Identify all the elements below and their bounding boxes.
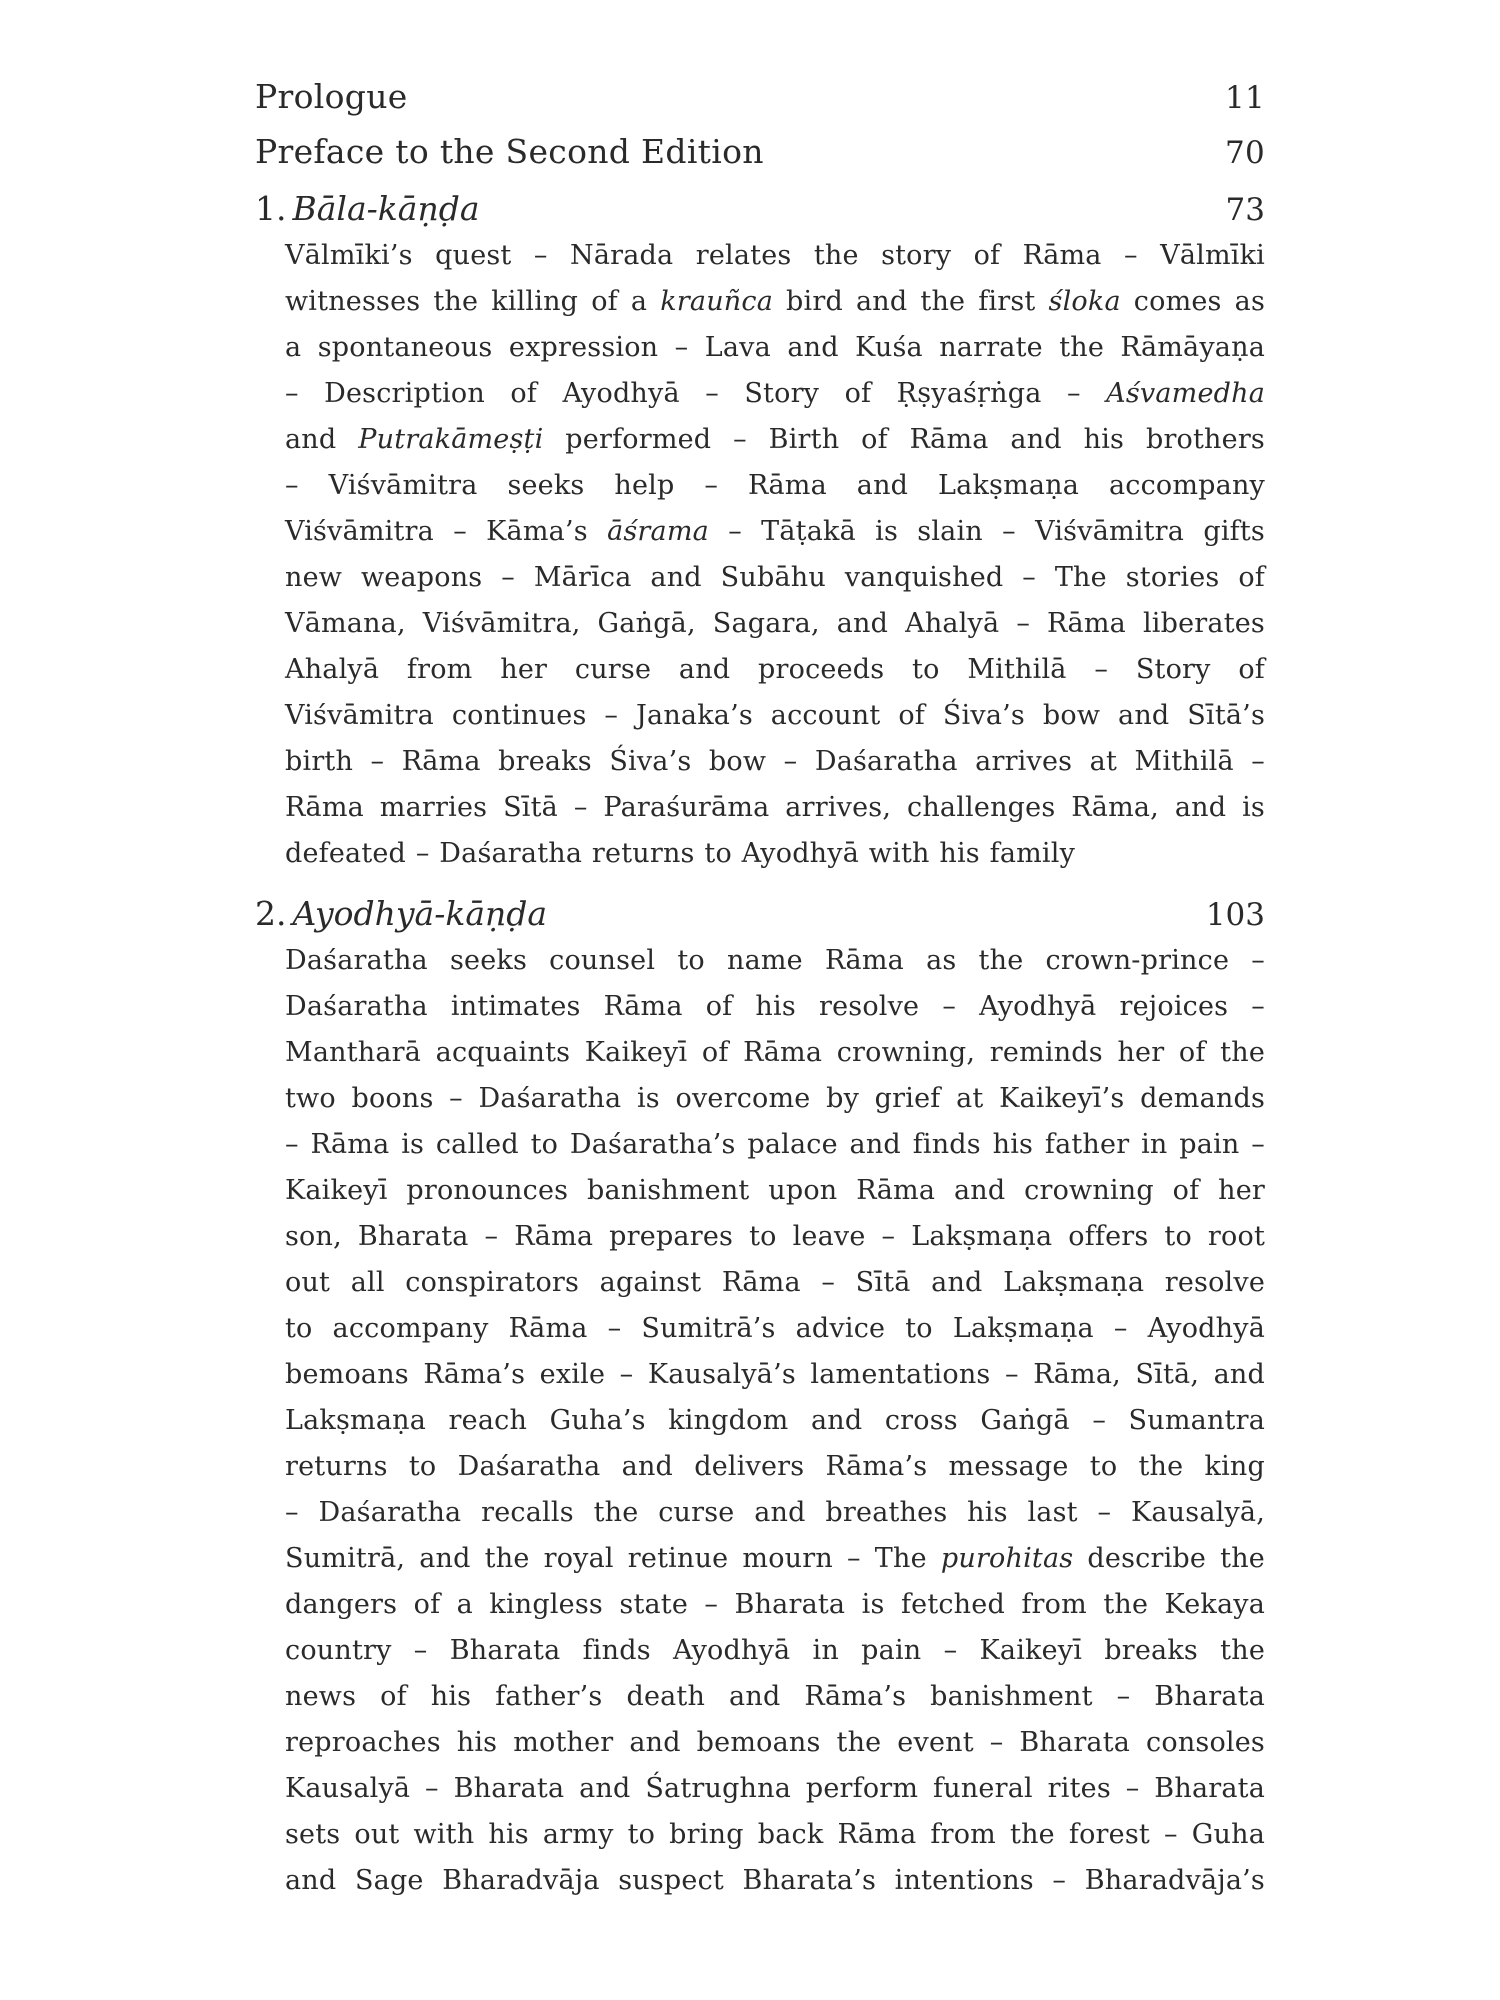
chapter-summary-bala-kanda [285,233,1265,877]
summary-line: Rāma marries Sītā – Paraśurāma arrives, challenges Rāma, and is [285,792,1265,823]
summary-line: Viśvāmitra – Kāma’s āśrama – Tāṭakā is slain – Viśvāmitra gifts [285,516,1265,547]
summary-line: defeated – Daśaratha returns to Ayodhyā with his family [285,838,1076,869]
chapter-title-group [255,891,547,937]
chapter-title-group [255,186,480,232]
summary-line: sets out with his army to bring back Rāma from the forest – Guha [285,1819,1265,1850]
toc-entry-title: Preface to the Second Edition [255,132,764,171]
italic-term: Aśvamedha [1106,378,1265,409]
chapter-number: 2. [255,894,287,933]
italic-term: Putrakāmeṣṭi [358,424,544,455]
summary-line: returns to Daśaratha and delivers Rāma’s message to the king [285,1451,1265,1482]
summary-line: Kaikeyī pronounces banishment upon Rāma and crowning of her [285,1175,1265,1206]
summary-line: bemoans Rāma’s exile – Kausalyā’s lamentations – Rāma, Sītā, and [285,1359,1265,1390]
summary-line: Vālmīki’s quest – Nārada relates the story of Rāma – Vālmīki [285,240,1265,271]
summary-line: and Putrakāmeṣṭi performed – Birth of Rāma and his brothers [285,424,1265,455]
summary-line: – Description of Ayodhyā – Story of Ṛṣyaśṛṅga – Aśvamedha [285,378,1265,409]
summary-line: Vāmana, Viśvāmitra, Gaṅgā, Sagara, and Ahalyā – Rāma liberates [285,608,1265,639]
summary-line: Sumitrā, and the royal retinue mourn – The purohitas describe the [285,1543,1265,1574]
toc-entry-page: 11 [1224,80,1265,116]
italic-term: krauñca [660,286,773,317]
table-of-contents [255,70,1265,1904]
summary-line: Viśvāmitra continues – Janaka’s account of Śiva’s bow and Sītā’s [285,700,1265,731]
summary-line: country – Bharata finds Ayodhyā in pain – Kaikeyī breaks the [285,1635,1265,1666]
summary-line: – Daśaratha recalls the curse and breathes his last – Kausalyā, [285,1497,1265,1528]
chapter-number: 1. [255,189,287,228]
summary-line: new weapons – Mārīca and Subāhu vanquished – The stories of [285,562,1265,593]
chapter-heading-bala-kanda [255,186,1265,233]
chapter-page: 73 [1225,192,1265,228]
chapter-heading-ayodhya-kanda [255,891,1265,938]
summary-line: out all conspirators against Rāma – Sītā and Lakṣmaṇa resolve [285,1267,1265,1298]
toc-entry-preface [255,125,1265,180]
summary-line: dangers of a kingless state – Bharata is fetched from the Kekaya [285,1589,1265,1620]
summary-line: son, Bharata – Rāma prepares to leave – Lakṣmaṇa offers to root [285,1221,1265,1252]
summary-line: witnesses the killing of a krauñca bird and the first śloka comes as [285,286,1265,317]
italic-term: śloka [1048,286,1121,317]
summary-line: Daśaratha intimates Rāma of his resolve – Ayodhyā rejoices – [285,991,1265,1022]
summary-line: and Sage Bharadvāja suspect Bharata’s intentions – Bharadvāja’s [285,1865,1265,1896]
summary-line: a spontaneous expression – Lava and Kuśa narrate the Rāmāyaṇa [285,332,1265,363]
chapter-name: Bāla-kāṇḍa [292,189,480,228]
summary-line: Lakṣmaṇa reach Guha’s kingdom and cross Gaṅgā – Sumantra [285,1405,1265,1436]
chapter-page: 103 [1205,897,1265,933]
chapter-name: Ayodhyā-kāṇḍa [292,894,548,933]
italic-term: āśrama [607,516,709,547]
toc-entry-prologue [255,70,1265,125]
summary-line: reproaches his mother and bemoans the event – Bharata consoles [285,1727,1265,1758]
toc-entry-page: 70 [1224,135,1265,171]
summary-line: Daśaratha seeks counsel to name Rāma as the crown-prince – [285,945,1265,976]
summary-line: two boons – Daśaratha is overcome by grief at Kaikeyī’s demands [285,1083,1265,1114]
summary-line: news of his father’s death and Rāma’s banishment – Bharata [285,1681,1265,1712]
summary-line: to accompany Rāma – Sumitrā’s advice to Lakṣmaṇa – Ayodhyā [285,1313,1265,1344]
italic-term: purohitas [940,1543,1074,1574]
summary-line: birth – Rāma breaks Śiva’s bow – Daśaratha arrives at Mithilā – [285,746,1265,777]
summary-line: Kausalyā – Bharata and Śatrughna perform funeral rites – Bharata [285,1773,1265,1804]
toc-entry-title: Prologue [255,77,408,116]
summary-line: – Viśvāmitra seeks help – Rāma and Lakṣmaṇa accompany [285,470,1265,501]
summary-line: Mantharā acquaints Kaikeyī of Rāma crowning, reminds her of the [285,1037,1265,1068]
chapter-summary-ayodhya-kanda [285,938,1265,1904]
summary-line: – Rāma is called to Daśaratha’s palace and finds his father in pain – [285,1129,1265,1160]
summary-line: Ahalyā from her curse and proceeds to Mithilā – Story of [285,654,1265,685]
